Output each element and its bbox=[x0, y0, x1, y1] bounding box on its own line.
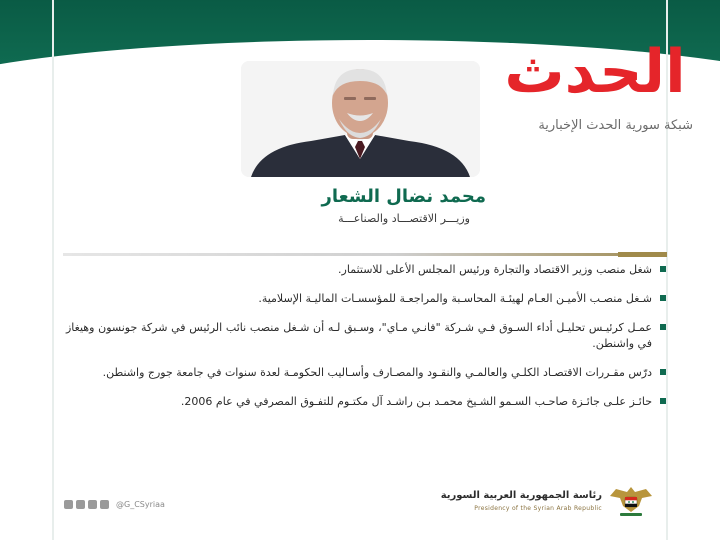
bio-list bbox=[66, 262, 668, 423]
bullet-icon bbox=[660, 295, 666, 301]
bio-item bbox=[66, 365, 668, 381]
social-handle[interactable]: @G_CSyriaa bbox=[116, 500, 165, 509]
social-links bbox=[64, 500, 165, 509]
presidency-name-en: Presidency of the Syrian Arab Republic bbox=[474, 505, 602, 512]
bio-item bbox=[66, 291, 668, 307]
youtube-icon[interactable] bbox=[88, 500, 97, 509]
person-title: وزيـــر الاقتصـــاد والصناعـــة bbox=[338, 212, 470, 225]
portrait-photo bbox=[241, 61, 480, 177]
presidency-block bbox=[428, 484, 658, 520]
bullet-icon bbox=[660, 266, 666, 272]
bio-item-text: درّس مقـررات الاقتصـاد الكلـي والعالمـي والنقـود والمصـارف وأسـاليب الحكومـة لعدة سنوات في جامعة جورج واشنطن. bbox=[102, 366, 652, 379]
brand-tagline: شبكة سورية الحدث الإخبارية bbox=[538, 118, 693, 133]
bio-item-text: حائـز علـى جائـزة صاحـب السـمو الشـيخ محمـد بـن راشـد آل مكتـوم للتفـوق المصرفي في عام 2006. bbox=[180, 395, 652, 408]
section-divider-accent bbox=[618, 252, 667, 257]
section-divider bbox=[63, 253, 667, 256]
bio-item bbox=[66, 320, 668, 352]
bio-item bbox=[66, 394, 668, 410]
presidency-name-ar: رئاسة الجمهورية العربية السورية bbox=[440, 490, 602, 501]
bio-item-text: شـغل منصـب الأميـن العـام لهيئـة المحاسـبة والمراجعـة للمؤسسـات الماليـة الإسلامية. bbox=[258, 292, 652, 305]
brand-logo-mark bbox=[495, 30, 695, 120]
facebook-icon[interactable] bbox=[64, 500, 73, 509]
bio-item-text: شغل منصب وزير الاقتصاد والتجارة ورئيس المجلس الأعلى للاستثمار. bbox=[338, 263, 652, 276]
bullet-icon bbox=[660, 369, 666, 375]
bio-item bbox=[66, 262, 668, 278]
telegram-icon[interactable] bbox=[100, 500, 109, 509]
left-edge-line bbox=[52, 0, 54, 540]
brand-logo-text: الحدث bbox=[504, 37, 686, 107]
bio-item-text: عمـل كرئيـس تحليـل أداء السـوق فـي شـركة "فانـي مـاي"، وسـبق لـه أن شـغل منصب نائب الرئيس في شركة جونسون وهيغاز في واشنطن. bbox=[66, 321, 652, 350]
bullet-icon bbox=[660, 398, 666, 404]
person-name: محمد نضال الشعار bbox=[321, 186, 486, 207]
eagle-emblem-icon bbox=[606, 484, 656, 518]
twitter-icon[interactable] bbox=[76, 500, 85, 509]
bullet-icon bbox=[660, 324, 666, 330]
portrait-illustration bbox=[241, 61, 480, 177]
